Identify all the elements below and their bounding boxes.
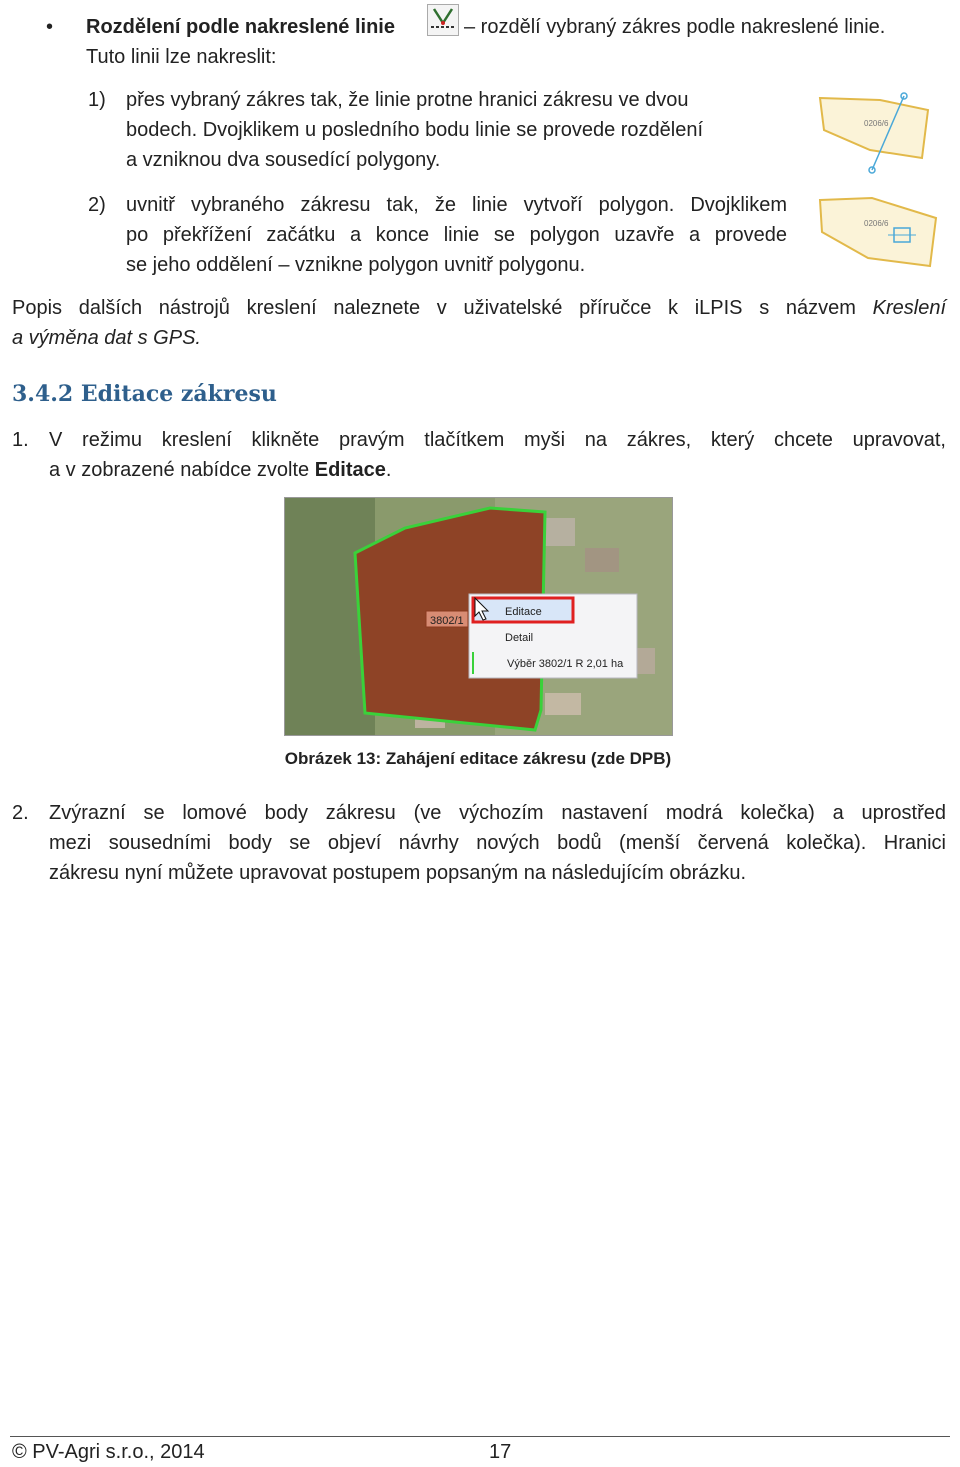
step-2-line-2: mezi sousedními body se objeví návrhy nových bodů (menší červená kolečka). Hranici	[49, 832, 946, 854]
step-1-line-2-end: .	[385, 459, 392, 481]
footer-copyright: © PV-Agri s.r.o., 2014	[12, 1441, 205, 1463]
item-1-number: 1)	[88, 89, 106, 111]
step-1-line-2-plain: a v zobrazené nabídce zvolte	[49, 459, 315, 481]
section-heading: 3.4.2 Editace zákresu	[12, 381, 277, 407]
bullet-line2: Tuto linii lze nakreslit:	[86, 46, 277, 68]
step-1-line-2-bold: Editace	[314, 459, 386, 481]
figure-menu-item-vyber: Výběr 3802/1 R 2,01 ha	[507, 658, 624, 670]
item-2-line-2: po překřížení začátku a konce linie se polygon uzavře a provede	[126, 224, 787, 246]
item-2-line-1: uvnitř vybraného zákresu tak, že linie vytvoří polygon. Dvojklikem	[126, 194, 787, 216]
step-2-line-1: Zvýrazní se lomové body zákresu (ve výchozím nastavení modrá kolečka) a uprostřed	[49, 802, 946, 824]
item-1-line-2: bodech. Dvojklikem u posledního bodu linie se provede rozdělení	[126, 119, 704, 141]
thumbnail-1-label: 0206/6	[864, 119, 889, 128]
step-2-line-3: zákresu nyní můžete upravovat postupem popsaným na následujícím obrázku.	[49, 862, 747, 884]
paragraph-line-1	[12, 293, 946, 323]
item-1-line-3: a vzniknou dva sousedící polygony.	[126, 149, 441, 171]
paragraph-line-1-plain: Popis dalších nástrojů kreslení naleznete v uživatelské příručce k iLPIS s názvem	[12, 297, 856, 319]
paragraph-line-1-italic: Kreslení	[872, 297, 946, 319]
figure-parcel-label: 3802/1	[430, 615, 464, 627]
figure-menu-item-editace: Editace	[505, 606, 542, 618]
figure-screenshot	[284, 497, 673, 736]
item-2-line-3: se jeho oddělení – vznikne polygon uvnitř polygonu.	[126, 254, 586, 276]
bullet-title: Rozdělení podle nakreslené linie	[86, 16, 395, 38]
step-1-line-2	[49, 455, 391, 485]
item-2-number: 2)	[88, 194, 106, 216]
step-1-line-1: V režimu kreslení klikněte pravým tlačítkem myši na zákres, který chcete upravovat,	[49, 429, 946, 451]
step-2-number: 2.	[12, 802, 29, 824]
footer-page-number: 17	[489, 1441, 512, 1463]
thumbnail-2-label: 0206/6	[864, 219, 889, 228]
figure-menu-item-detail: Detail	[505, 632, 534, 644]
bullet-symbol: •	[46, 16, 54, 38]
paragraph-line-2: a výměna dat s GPS.	[12, 327, 201, 349]
item-1-line-1: přes vybraný zákres tak, že linie protne hranici zákresu ve dvou	[126, 89, 689, 111]
step-1-number: 1.	[12, 429, 29, 451]
split-example-thumbnail-1	[810, 88, 940, 176]
figure-caption: Obrázek 13: Zahájení editace zákresu (zde DPB)	[284, 749, 672, 768]
split-example-thumbnail-2	[812, 192, 944, 272]
bullet-desc: – rozdělí vybraný zákres podle nakreslené linie.	[464, 16, 886, 38]
split-line-tool-icon	[427, 4, 459, 36]
